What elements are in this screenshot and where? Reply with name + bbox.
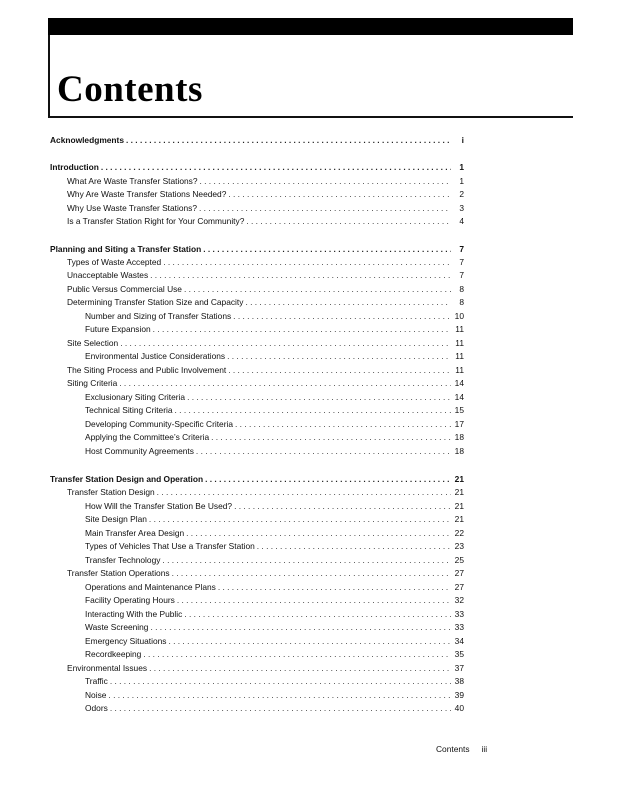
toc-entry-page-number: 35 (454, 649, 464, 659)
toc-entry-page-number: 7 (459, 244, 464, 254)
toc-entry-label: Transfer Station Design (67, 487, 155, 497)
toc-entry-page-number: 18 (454, 432, 464, 442)
toc-entry-page-number: 10 (454, 311, 464, 321)
toc-entry-page-number: 15 (454, 405, 464, 415)
toc-entry-label: Transfer Station Design and Operation (50, 474, 204, 484)
toc-entry-label: Environmental Justice Considerations (85, 351, 226, 361)
toc-entry-page-number: 23 (454, 541, 464, 551)
toc-entry-page-number: 8 (459, 297, 464, 307)
toc-entry-label: Site Design Plan (85, 514, 147, 524)
dot-leader (110, 675, 451, 688)
toc-entry-label: Types of Waste Accepted (67, 257, 162, 267)
toc-entry-page-number: 22 (454, 528, 464, 538)
toc-entry-page-number: 2 (459, 189, 464, 199)
toc-entry-page-number: 8 (459, 284, 464, 294)
toc-entry (67, 215, 464, 228)
toc-entry-page-number: 27 (454, 582, 464, 592)
dot-leader (199, 202, 451, 215)
toc-entry-label: Developing Community-Specific Criteria (85, 419, 234, 429)
toc-entry-label: How Will the Transfer Station Be Used? (85, 501, 233, 511)
toc-entry (67, 486, 464, 499)
toc-entry-label: Public Versus Commercial Use (67, 284, 182, 294)
dot-leader (110, 702, 451, 715)
toc-entry-page-number: 37 (454, 663, 464, 673)
toc-entry-label: Noise (85, 690, 107, 700)
toc-section-entry (50, 243, 464, 256)
toc-entry-label: Operations and Maintenance Plans (85, 582, 216, 592)
toc-entry (85, 702, 464, 715)
dot-leader (205, 473, 451, 486)
toc-entry (67, 269, 464, 282)
dot-leader (162, 554, 451, 567)
toc-entry-label: Is a Transfer Station Right for Your Community? (67, 216, 245, 226)
toc-entry (67, 202, 464, 215)
toc-entry (85, 350, 464, 363)
dot-leader (149, 662, 451, 675)
toc-entry-label: Acknowledgments (50, 135, 124, 145)
toc-entry-page-number: 11 (455, 338, 464, 348)
dot-leader (184, 283, 451, 296)
toc-entry (85, 621, 464, 634)
toc-entry-page-number: 11 (455, 324, 464, 334)
toc-entry-label: Why Are Waste Transfer Stations Needed? (67, 189, 227, 199)
dot-leader (143, 648, 451, 661)
dot-leader (175, 404, 451, 417)
toc-entry-page-number: 25 (454, 555, 464, 565)
toc-entry (67, 296, 464, 309)
dot-leader (157, 486, 451, 499)
toc-entry (67, 364, 464, 377)
toc-entry-label: Interacting With the Public (85, 609, 183, 619)
dot-leader (203, 243, 451, 256)
toc-entry-page-number: 3 (459, 203, 464, 213)
toc-entry (85, 323, 464, 336)
dot-leader (108, 689, 451, 702)
toc-entry-page-number: 27 (454, 568, 464, 578)
dot-leader (233, 310, 451, 323)
toc-entry-page-number: 21 (454, 501, 464, 511)
toc-entry (85, 675, 464, 688)
toc-entry-label: Exclusionary Siting Criteria (85, 392, 186, 402)
toc-entry-page-number: 33 (454, 622, 464, 632)
toc-entry-label: Odors (85, 703, 108, 713)
toc-entry (85, 404, 464, 417)
page-footer (436, 744, 487, 754)
toc-entry-page-number: 40 (454, 703, 464, 713)
toc-entry-page-number: 17 (454, 419, 464, 429)
toc-entry-label: Types of Vehicles That Use a Transfer Station (85, 541, 255, 551)
toc-entry (67, 256, 464, 269)
dot-leader (228, 364, 451, 377)
toc-entry-label: Recordkeeping (85, 649, 142, 659)
toc-entry-page-number: 1 (459, 162, 464, 172)
toc-entry-page-number: 14 (454, 378, 464, 388)
dot-leader (150, 269, 451, 282)
dot-leader (120, 337, 451, 350)
toc-entry (85, 608, 464, 621)
toc-entry-page-number: 18 (454, 446, 464, 456)
footer-label: Contents (436, 744, 470, 754)
toc-entry-label: The Siting Process and Public Involvement (67, 365, 227, 375)
toc-entry (67, 377, 464, 390)
toc-entry (85, 648, 464, 661)
toc-entry-page-number: 39 (454, 690, 464, 700)
dot-leader (177, 594, 451, 607)
toc-entry-page-number: 21 (454, 487, 464, 497)
toc-entry-page-number: 33 (454, 609, 464, 619)
toc-entry (85, 540, 464, 553)
toc-entry-page-number: 7 (459, 257, 464, 267)
toc-entry (85, 689, 464, 702)
toc-entry-label: Number and Sizing of Transfer Stations (85, 311, 232, 321)
toc-entry-page-number: 34 (454, 636, 464, 646)
toc-entry-label: Site Selection (67, 338, 119, 348)
toc-entry-label: Main Transfer Area Design (85, 528, 185, 538)
toc-entry-page-number: 11 (455, 351, 464, 361)
toc-entry-page-number: 4 (459, 216, 464, 226)
dot-leader (200, 175, 452, 188)
dot-leader (227, 350, 451, 363)
toc-entry (67, 337, 464, 350)
dot-leader (196, 445, 451, 458)
toc-entry-label: Transfer Technology (85, 555, 161, 565)
toc-entry-page-number: 1 (459, 176, 464, 186)
dot-leader (149, 513, 451, 526)
dot-leader (163, 256, 451, 269)
toc-entry (85, 635, 464, 648)
toc-entry-label: What Are Waste Transfer Stations? (67, 176, 198, 186)
toc-entry-page-number: 38 (454, 676, 464, 686)
dot-leader (168, 635, 451, 648)
toc-section-entry (50, 134, 464, 147)
dot-leader (234, 500, 451, 513)
toc-entry-label: Introduction (50, 162, 99, 172)
toc-entry-label: Technical Siting Criteria (85, 405, 173, 415)
page-title: Contents (57, 69, 203, 110)
dot-leader (257, 540, 451, 553)
toc-entry-label: Applying the Committee’s Criteria (85, 432, 210, 442)
dot-leader (153, 323, 451, 336)
dot-leader (235, 418, 451, 431)
dot-leader (119, 377, 451, 390)
toc-entry-page-number: 11 (455, 365, 464, 375)
toc-entry (85, 445, 464, 458)
dot-leader (245, 296, 451, 309)
dot-leader (246, 215, 451, 228)
toc-entry (85, 527, 464, 540)
toc-entry-page-number: 7 (459, 270, 464, 280)
toc-entry-page-number: 21 (454, 474, 464, 484)
toc-entry-page-number: 21 (454, 514, 464, 524)
toc-entry-label: Emergency Situations (85, 636, 167, 646)
toc-entry (67, 175, 464, 188)
toc-entry (85, 581, 464, 594)
toc-entry (85, 594, 464, 607)
toc-entry-label: Why Use Waste Transfer Stations? (67, 203, 198, 213)
toc-entry (85, 391, 464, 404)
toc-entry (85, 500, 464, 513)
footer-page-number: iii (481, 744, 488, 754)
dot-leader (187, 391, 451, 404)
dot-leader (228, 188, 451, 201)
toc-entry-label: Environmental Issues (67, 663, 148, 673)
dot-leader (184, 608, 451, 621)
toc-entry-label: Waste Screening (85, 622, 149, 632)
dot-leader (218, 581, 451, 594)
toc-section-entry (50, 473, 464, 486)
toc-entry-page-number: 32 (454, 595, 464, 605)
toc-entry-page-number: i (461, 135, 464, 145)
toc-entry (85, 513, 464, 526)
dot-leader (126, 134, 451, 147)
toc-entry-label: Facility Operating Hours (85, 595, 175, 605)
toc-entry (85, 310, 464, 323)
toc-entry-label: Traffic (85, 676, 108, 686)
toc-entry-page-number: 14 (454, 392, 464, 402)
toc-entry-label: Future Expansion (85, 324, 151, 334)
dot-leader (211, 431, 451, 444)
toc-entry-label: Unacceptable Wastes (67, 270, 149, 280)
dot-leader (186, 527, 451, 540)
toc-entry-label: Determining Transfer Station Size and Capacity (67, 297, 244, 307)
dot-leader (101, 161, 451, 174)
toc-entry (85, 431, 464, 444)
toc-entry (67, 567, 464, 580)
toc-entry-label: Host Community Agreements (85, 446, 194, 456)
toc-entry (85, 554, 464, 567)
toc-entry-label: Siting Criteria (67, 378, 118, 388)
toc-entry-label: Transfer Station Operations (67, 568, 170, 578)
dot-leader (150, 621, 451, 634)
dot-leader (172, 567, 451, 580)
toc-section-entry (50, 161, 464, 174)
toc-entry (67, 283, 464, 296)
toc-entry (67, 662, 464, 675)
toc-entry (85, 418, 464, 431)
toc-entry (67, 188, 464, 201)
toc-entry-label: Planning and Siting a Transfer Station (50, 244, 202, 254)
